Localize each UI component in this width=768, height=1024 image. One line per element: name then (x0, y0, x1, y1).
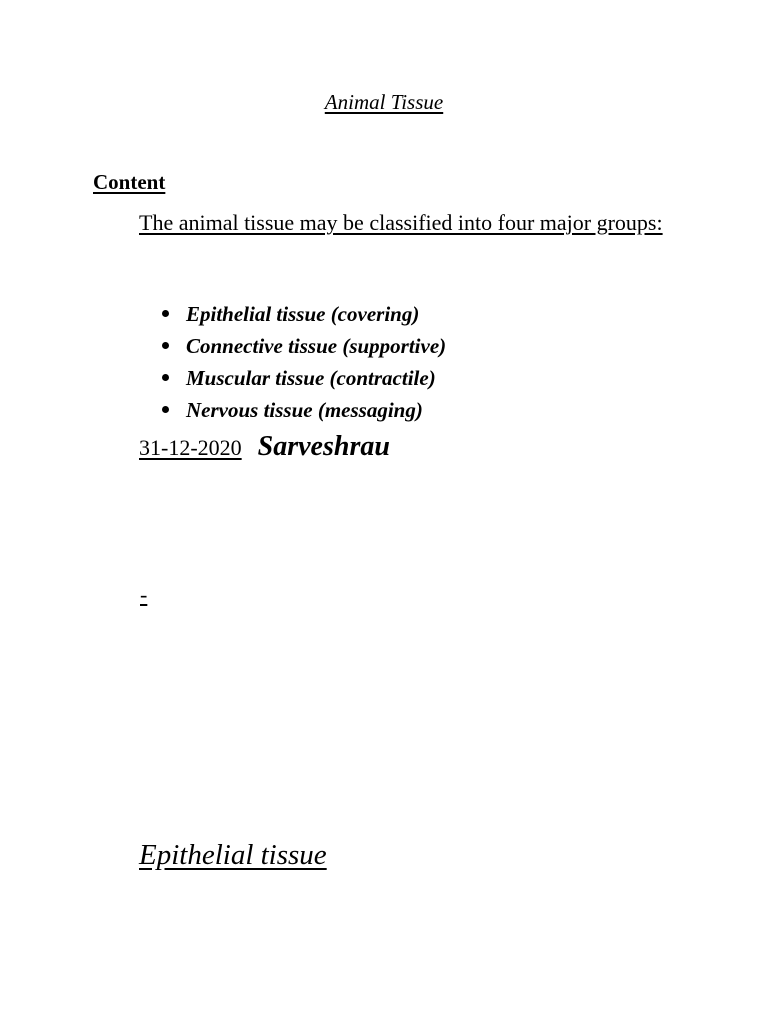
bullet-icon (162, 342, 169, 349)
list-item (139, 330, 446, 362)
list-item (139, 362, 446, 394)
tissue-list (139, 298, 446, 426)
list-item (139, 298, 446, 330)
bullet-icon (162, 406, 169, 413)
list-item-text: Nervous tissue (messaging) (186, 398, 423, 422)
date-text: 31-12-2020 (139, 435, 242, 460)
intro-paragraph: The animal tissue may be classified into four major groups: (139, 210, 663, 235)
dash-mark: - (140, 582, 148, 607)
signature-text: Sarveshrau (257, 431, 390, 462)
date-signature-line (139, 427, 390, 471)
list-item (139, 394, 446, 426)
bullet-icon (162, 310, 169, 317)
list-item-text: Epithelial tissue (covering) (186, 302, 420, 326)
bullet-icon (162, 374, 169, 381)
list-item-text: Connective tissue (supportive) (186, 334, 447, 358)
list-item-text: Muscular tissue (contractile) (186, 366, 436, 390)
document-title: Animal Tissue (324, 90, 444, 114)
section-title: Epithelial tissue (139, 839, 327, 871)
content-heading: Content (93, 170, 166, 194)
